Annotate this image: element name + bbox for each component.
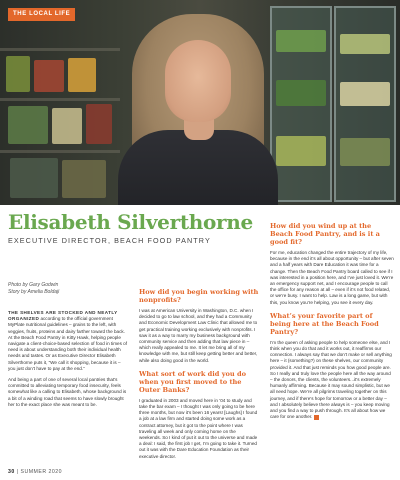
question-heading: What sort of work did you do when you first moved to the Outer Banks? (139, 369, 247, 394)
question-heading: What’s your favorite part of being here at the Beach Food Pantry? (270, 311, 379, 336)
fridge-item (340, 82, 390, 106)
produce-bin (62, 160, 106, 198)
answer-paragraph-text: I’m the queen of asking people to help someone else, and I think when you do that and it works out, it reaffirms our connection. I always say that we don’t make or sell anything here – it (something?) on these shelves, our community provided it. And that just reminds you how good people are. So I really and truly love the people here all the way around – the donors, the clients, the volunteers...it’s extremely humanly affirming. Because it may sound simplistic, but we all need hope. We’re all pilgrims traveling together on this journey, and if there’s hope for tomorrow or a better day – and I absolutely believe there always is – you keep moving and you find a way to push through. It’s all about how we care for one another. (270, 339, 392, 420)
column-2 (139, 260, 259, 465)
credits (8, 282, 128, 296)
answer-paragraph-final (270, 340, 394, 421)
person-face (165, 40, 231, 122)
fridge-item (276, 136, 326, 166)
produce-bin (6, 56, 30, 92)
page-title: Elisabeth Silverthorne (8, 210, 253, 234)
section-tag: THE LOCAL LIFE (8, 8, 75, 21)
produce-bin (8, 106, 48, 144)
answer-paragraph: For me, education changed the entire trajectory of my life, because in the end it’s all about opportunity – but after seven and a half years with Dare Education it was time for a change. Then the Beach Food Pantry board called to see if I was interested in a position here, and I’ve just loved it. We’re an emergency support net, and I encourage people to call the office for any reason at all – even if it’s not food related, or we’re busy. I want to help. Law is a long game, but with this, you know you’re helping, you see it every day. (270, 250, 394, 305)
person-body (118, 130, 278, 205)
fridge-item (276, 80, 326, 106)
produce-bin (68, 58, 96, 92)
page-subtitle: EXECUTIVE DIRECTOR, BEACH FOOD PANTRY (8, 236, 211, 245)
photo-credit: Photo by Gary Godwin (8, 282, 59, 288)
answer-paragraph: I graduated in 2003 and moved here in ’04 to study and take the bar exam – I thought I was only going to be here three months, but now it’s been 16 years! [Laughs] I found a job at a law firm and started doing some work as a contract attorney, but it got to the point where I was traveling all week and only coming home on the weekends. So I kind of put it out to the universe and made a deal: I said, the first job I get, I’m going to take it. Turned out it was with the Dare Education Foundation as their executive director. (139, 397, 258, 459)
produce-bin (34, 60, 64, 92)
story-credit: Story by Amelia Boldaji (8, 289, 60, 295)
produce-bin (10, 158, 58, 198)
produce-bin (52, 108, 82, 144)
end-mark-icon (314, 415, 319, 420)
fridge-item (276, 30, 326, 52)
shelf (0, 98, 120, 101)
page-number: 30 (8, 469, 15, 475)
lead-caps: THE SHELVES ARE STOCKED AND NEATLY ORGANIZED (8, 310, 118, 322)
cover-photo (0, 0, 400, 205)
fridge-item (340, 34, 390, 54)
shelf (0, 48, 120, 51)
shelf (0, 150, 120, 153)
question-heading: How did you begin working with nonprofits? (139, 288, 259, 304)
fridge-item (340, 138, 390, 166)
answer-paragraph: I was at American University in Washington, D.C. when I decided to go to law school, and they had a Community and Economic Development Law Clinic that allowed me to get practical training working exclusively with nonprofits. I saw it as a way to marry my business background with community service and then adding that law piece in – which really appealed to me. It let me bring all of my knowledge with me, but still keep getting better and better, while also doing good in the world. (139, 308, 258, 363)
intro-paragraph-2: And being a part of one of several local pantries that’s committed to alleviating temporary food insecurity, feels somewhat like a calling to Elisabeth, whose background is a bit of a winding road that seems to have slowly brought her to the exact place she was meant to be. (8, 377, 127, 407)
intro-paragraph-1 (8, 310, 128, 372)
intro-paragraph-1-text: according to the official government MyPlate nutritional guidelines – grains to the left, with veggies, fruits, proteins and dairy farther toward the back. At the Beach Food Pantry in Kitty Hawk, helping people navigate a client-choice-based selection of food in times of need is about understanding both their individual health needs and tastes. Or as Executive Director Elisabeth Silverthorne puts it, “We call it shopping, because it is – you just don’t have to pay at the end.” (8, 316, 127, 371)
issue-label: SUMMER 2020 (20, 469, 63, 475)
footer-divider: | (16, 469, 21, 475)
column-1 (8, 260, 128, 413)
column-3 (270, 202, 394, 425)
page-footer (8, 469, 62, 475)
question-heading: How did you wind up at the Beach Food Pantry, and is it a good fit? (270, 222, 380, 246)
produce-bin (86, 104, 112, 144)
